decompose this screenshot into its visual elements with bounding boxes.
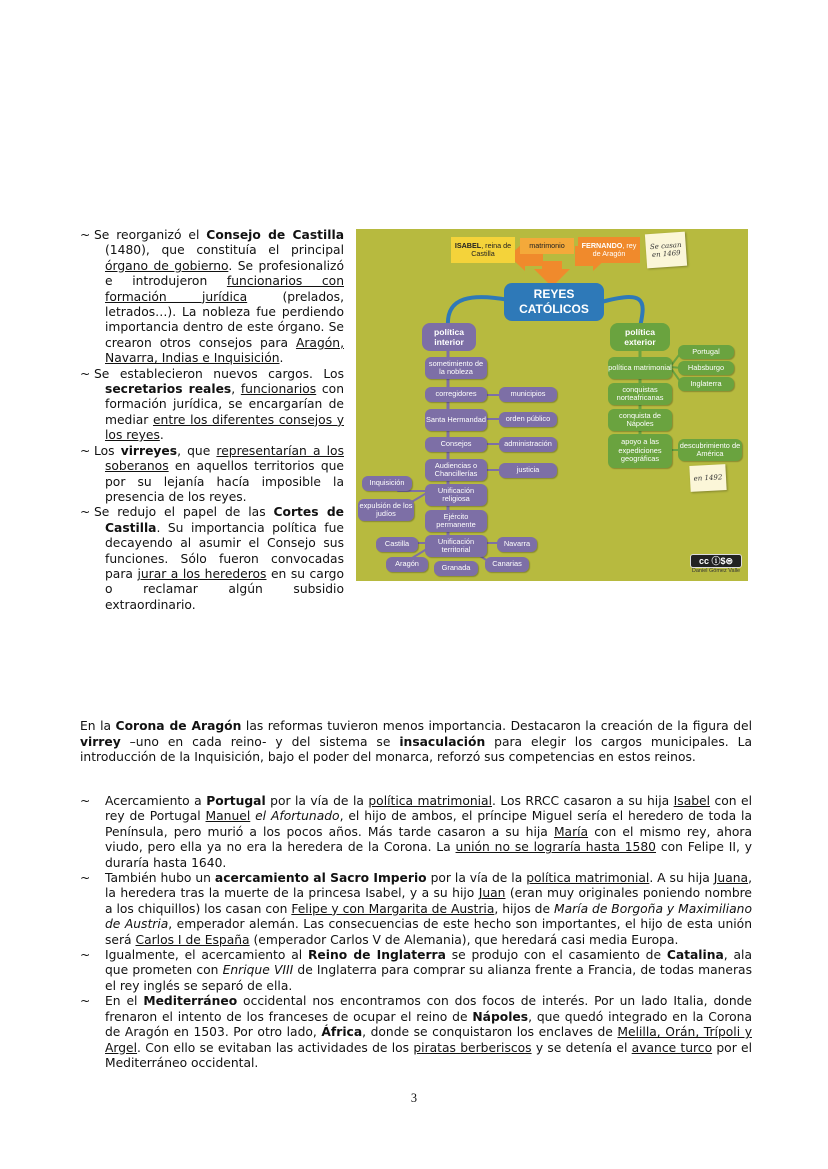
bullet-virreyes: ~ Los virreyes, que representarían a los soberanos en aquellos territorios que por su lejanía hacía imposible la presencia de los reyes. [80,443,344,504]
node-navarra: Navarra [497,537,537,552]
node-canarias: Canarias [485,557,529,572]
tilde-marker: ~ [80,505,91,520]
node-politica-matrimonial: política matrimonial [608,357,672,379]
reyes-catolicos-node: REYES CATÓLICOS [504,283,604,321]
bottom-bullet-list [80,794,752,1071]
politica-exterior-node: política exterior [610,323,670,351]
node-descubrimiento-america: descubrimiento de América [678,439,742,461]
bullet-nuevos-cargos: ~ Se establecieron nuevos cargos. Los secretarios reales, funcionarios con formación jurídica, se encargarían de mediar entre los diferentes consejos y los reyes. [80,366,344,443]
author-credit: Daniel Gómez Valle [691,568,741,574]
tilde-marker: ~ [80,443,91,458]
sticky-note-1492: en 1492 [689,464,726,492]
node-consejos: Consejos [425,437,487,452]
creative-commons-credit [690,554,742,574]
matrimonio-box: matrimonio [520,238,574,254]
node-municipios: municipios [499,387,557,402]
node-expulsion-judios: expulsión de los judíos [358,499,414,521]
fernando-box: FERNANDO, rey de Aragón [578,237,640,263]
bullet-mediterraneo: ~ En el Mediterráneo occidental nos encontramos con dos focos de interés. Por un lado Italia, donde frenaron el intento de los franceses de ocupar el reino de Nápoles, que quedó integrado en la Corona de Aragón en 1503. Por otro lado, África, donde se conquistaron los enclaves de Melilla, Orán, Trípoli y Argel. Con ello se evitaban las actividades de los piratas berberiscos y se detenía el avance turco por el Mediterráneo occidental. [80,994,753,1070]
node-santa-hermandad: Santa Hermandad [425,409,487,431]
tilde-marker: ~ [80,948,91,963]
node-inquisicion: Inquisición [362,476,412,491]
node-unificacion-territorial: Unificación territorial [425,535,487,557]
politica-interior-node: política interior [422,323,476,351]
node-conquista-napoles: conquista de Nápoles [608,409,672,431]
node-justicia: justicia [499,463,557,478]
node-conquistas-norteafricanas: conquistas norteafricanas [608,383,672,405]
node-administracion: administración [499,437,557,452]
tilde-marker: ~ [80,366,91,381]
tilde-marker: ~ [80,228,91,242]
left-bullet-list [80,228,344,613]
node-castilla: Castilla [376,537,418,552]
bullet-sacro-imperio: ~ También hubo un acercamiento al Sacro Imperio por la vía de la política matrimonial. A su hija Juana, la heredera tras la muerte de la princesa Isabel, y a su hijo Juan (eran muy originales poniendo nombre a los chiquillos) los casan con Felipe y con Margarita de Austria, hijos de María de Borgoña y Maximiliano de Austria, emperador alemán. Las consecuencias de este hecho son importantes, el hijo de esta unión será Carlos I de España (emperador Carlos V de Alemania), que heredará casi media Europa. [80,871,753,947]
node-corregidores: corregidores [425,387,487,402]
paragraph-corona-aragon: En la Corona de Aragón las reformas tuvieron menos importancia. Destacaron la creación de la figura del virrey –uno en cada reino- y del sistema se insaculación para elegir los cargos municipales. La introducción de la Inquisición, bajo el poder del monarca, reforzó sus competencias en estos reinos. [80,719,752,765]
node-audiencias: Audiencias o Chancillerías [425,459,487,481]
node-inglaterra: Inglaterra [678,377,734,391]
concept-map-reyes-catolicos [356,229,748,581]
isabel-box: ISABEL, reina de Castilla [451,237,515,263]
node-granada: Granada [434,561,478,576]
tilde-marker: ~ [80,994,91,1009]
bullet-cortes-castilla: ~ Se redujo el papel de las Cortes de Castilla. Su importancia política fue decayendo al asumir el Consejo sus funciones. Sólo fueron convocadas para jurar a los herederos en su cargo o reclamar algún subsidio extraordinario. [80,505,345,612]
node-portugal: Portugal [678,345,734,359]
tilde-marker: ~ [80,871,91,886]
cc-license-icon: cc ⓘ$⊜ [690,554,742,568]
node-sometimiento: sometimiento de la nobleza [425,357,487,379]
page-number: 3 [410,1091,418,1105]
node-unificacion-religiosa: Unificación religiosa [425,484,487,506]
bullet-portugal: ~ Acercamiento a Portugal por la vía de la política matrimonial. Los RRCC casaron a su hija Isabel con el rey de Portugal Manuel el Afortunado, el hijo de ambos, el príncipe Miguel sería el heredero de toda la Península, pero murió a los pocos años. Más tarde casaron a su hija María con el mismo rey, ahora viudo, pero ella ya no era la heredera de la Corona. La unión no se lograría hasta 1580 con Felipe II, y duraría hasta 1640. [80,794,753,870]
tilde-marker: ~ [80,794,91,808]
node-apoyo-expediciones: apoyo a las expediciones geográficas [608,434,672,468]
sticky-note-1469: Se casan en 1469 [645,232,687,269]
bullet-consejo-castilla: ~ Se reorganizó el Consejo de Castilla (1480), que constituía el principal órgano de gobierno. Se profesionalizó e introdujeron funcionarios con formación jurídica (prelados, letrados…). La nobleza fue perdiendo importancia dentro de este órgano. Se crearon otros consejos para Aragón, Navarra, Indias e Inquisición. [80,228,344,366]
node-aragon: Aragón [386,557,428,572]
concept-map-connectors [356,229,748,581]
node-habsburgo: Habsburgo [678,361,734,375]
node-orden-publico: orden público [499,412,557,427]
node-ejercito-permanente: Ejército permanente [425,510,487,532]
bullet-inglaterra: ~ Igualmente, el acercamiento al Reino de Inglaterra se produjo con el casamiento de Catalina, ala que prometen con Enrique VIII de Inglaterra para comprar su alianza frente a Francia, de todas maneras el rey inglés se separó de ella. [80,948,752,993]
